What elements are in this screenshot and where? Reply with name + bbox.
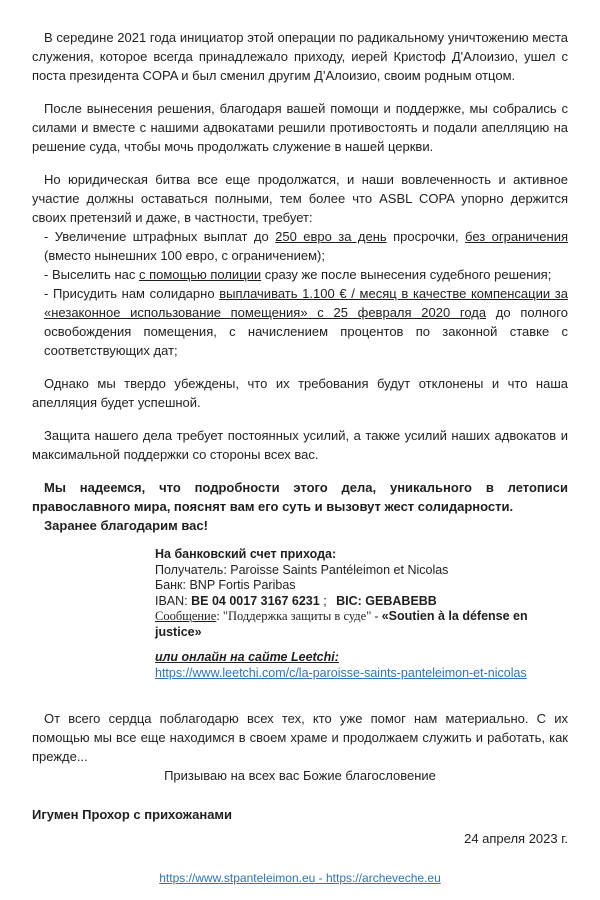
paragraph-hope-bold: Мы надеемся, что подробности этого дела, уникального в летописи православного мира, пояснят вам его суть и вызовут жест солидарности. [32, 480, 568, 514]
bank-message-line [155, 609, 568, 640]
signature-line: Игумен Прохор с прихожанами [32, 807, 233, 822]
bank-iban-line [155, 594, 568, 610]
leetchi-link[interactable]: https://www.leetchi.com/c/la-paroisse-saints-panteleimon-et-nicolas [155, 666, 527, 680]
footer-link-stpanteleimon[interactable]: https://www.stpanteleimon.eu [159, 871, 316, 885]
bullet1-text-c: (вместо нынешних 100 евро, с ограничением); [44, 248, 325, 263]
leetchi-block [155, 649, 568, 681]
message-text-fr: «Soutien à la défense en justice» [155, 609, 528, 639]
bank-recipient: Получатель: Paroisse Saints Pantéleimon et Nicolas [155, 562, 449, 577]
bullet1-text-a: - Увеличение штрафных выплат до [44, 229, 276, 244]
message-label: Сообщение [155, 609, 217, 623]
bullet3-text-a: - Присудить нам солидарно [44, 286, 220, 301]
bank-title: На банковский счет прихода: [155, 547, 337, 561]
iban-label: IBAN: [155, 593, 192, 608]
bullet-eviction [44, 265, 568, 284]
bullet2-text-b: сразу же после вынесения судебного решения; [261, 267, 552, 282]
bullet1-underline-no-limit: без ограничения [465, 229, 568, 244]
paragraph-thanks-bold: Заранее благодарим вас! [44, 518, 208, 533]
bank-details-block [155, 547, 568, 640]
bullet-penalty-increase [44, 227, 568, 265]
message-text-ru: : "Поддержка защиты в суде" - [216, 609, 382, 623]
paragraph-gratitude: От всего сердца поблагодарю всех тех, кто уже помог нам материально. С их помощью мы все еще находимся в своем храме и продолжаем служить и работать, как прежде... [32, 711, 568, 764]
bullet3-text-b: до полного освобождения помещения, с начислением процентов по законной ставке с соответствующих дат; [44, 305, 568, 358]
paragraph-blessing: Призываю на всех вас Божие благословение [164, 768, 436, 783]
leetchi-label: или онлайн на сайте Leetchi: [155, 650, 339, 664]
bic-value: BIC: GEBABEBB [336, 593, 437, 608]
iban-separator: ; [319, 593, 331, 608]
paragraph-intro-2021: В середине 2021 года инициатор этой операции по радикальному уничтожению места служения, которое всегда принадлежало приходу, иерей Кристоф Д'Алоизио, ушел с поста президента COPA и был сменил другим Д'Алоизио, своим родным отцом. [32, 30, 568, 83]
bullet2-underline-police: с помощью полиции [138, 267, 262, 282]
bullet1-text-b: просрочки, [386, 229, 466, 244]
footer-link-separator: - [315, 871, 326, 885]
date-line: 24 апреля 2023 г. [464, 831, 568, 846]
paragraph-after-decision: После вынесения решения, благодаря вашей помощи и поддержке, мы собрались с силами и вместе с нашими адвокатами решили противостоять и подали апелляцию на решение суда, чтобы мочь продолжать служение в нашей церкви. [32, 101, 568, 154]
leetchi-link-line [155, 665, 568, 681]
bullet3-underline-payment: выплачивать 1.100 € / месяц в качестве компенсации за «незаконное использование помещения» с 25 февраля 2020 года [44, 286, 568, 320]
bank-name: Банк: BNP Fortis Paribas [155, 578, 296, 592]
bullet-compensation [44, 284, 568, 360]
footer-link-archeveche[interactable]: https://archeveche.eu [326, 871, 441, 885]
footer [0, 869, 600, 888]
bullet2-text-a: - Выселить нас [44, 267, 139, 282]
iban-value: BE 04 0017 3167 6231 [191, 593, 320, 608]
bullet1-underline-250-euro: 250 евро за день [275, 229, 387, 244]
paragraph-defense-effort: Защита нашего дела требует постоянных усилий, а также усилий наших адвокатов и максимальной поддержки со стороны всех вас. [32, 428, 568, 462]
paragraph-legal-battle: Но юридическая битва все еще продолжатся, и наши вовлеченность и активное участие должны оставаться полными, тем более что ASBL COPA упорно держится своих претензий и даже, в частности, требует: [32, 172, 568, 225]
paragraph-convinced: Однако мы твердо убеждены, что их требования будут отклонены и что наша апелляция будет успешной. [32, 376, 568, 410]
